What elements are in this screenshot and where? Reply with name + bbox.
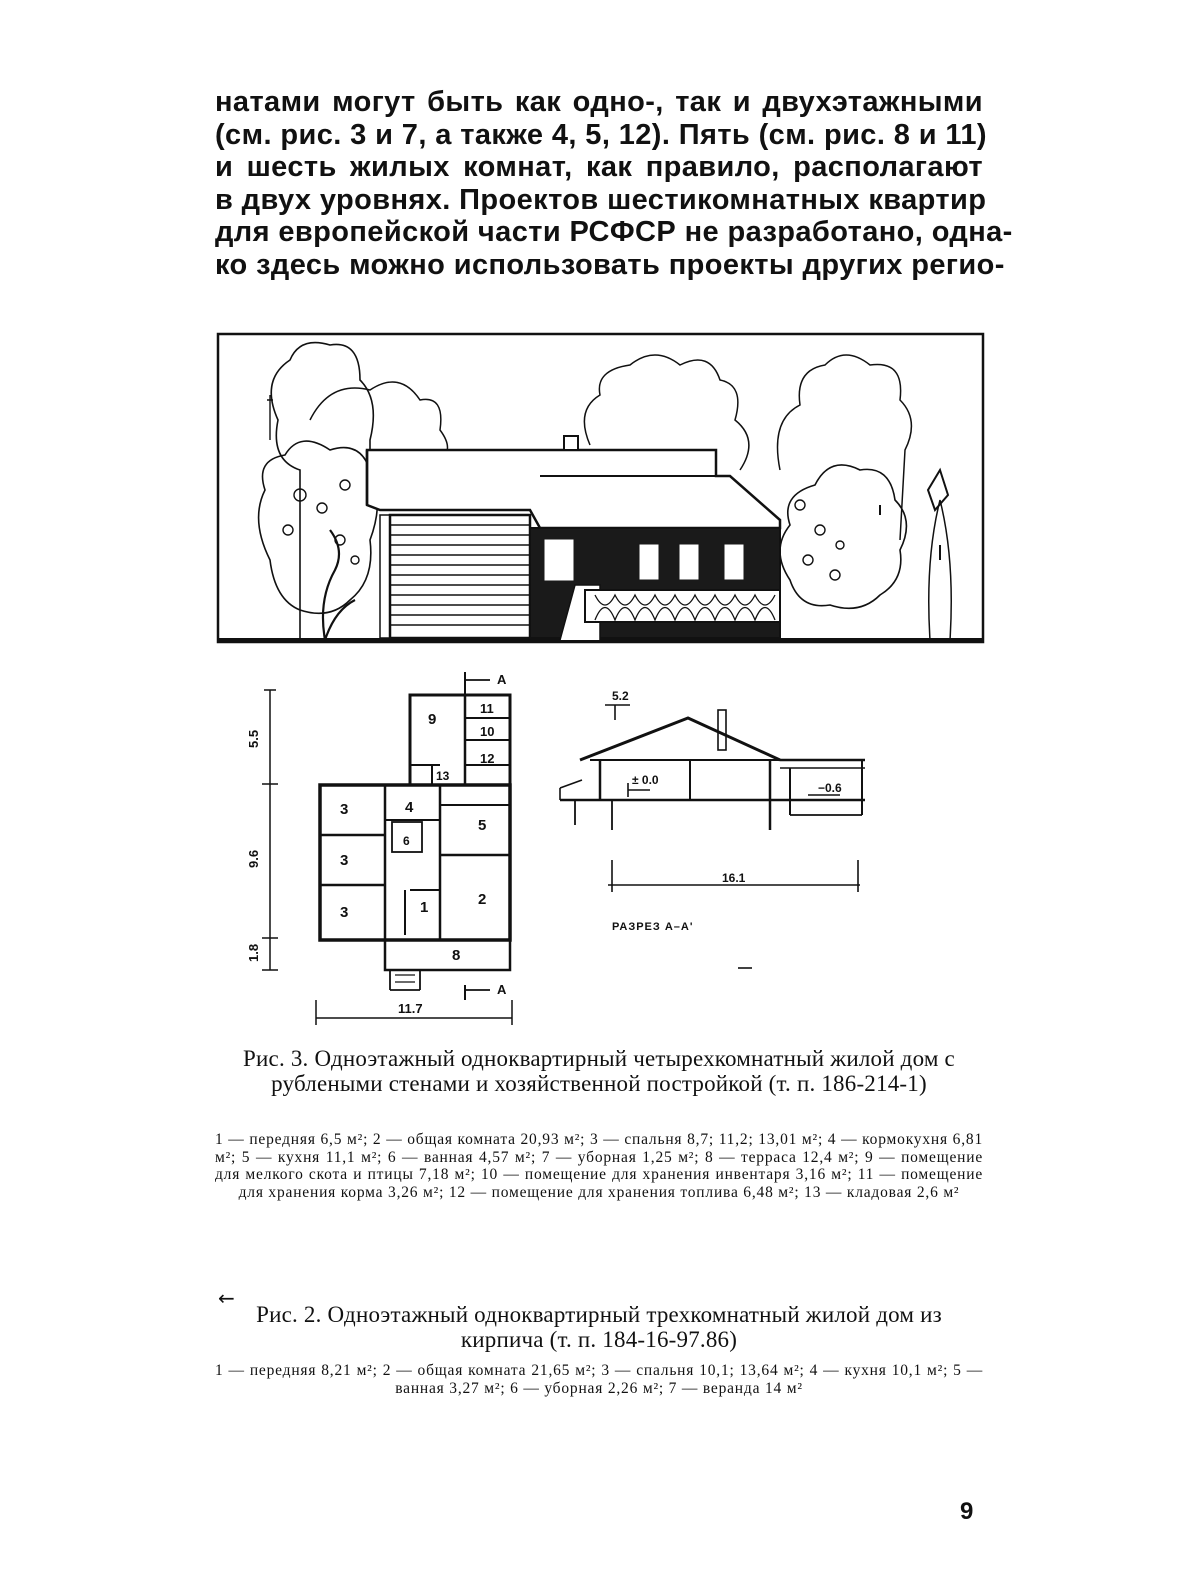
room-label: 8 [452, 947, 461, 964]
dim-top: 5.5 [246, 729, 261, 748]
room-label: 4 [405, 799, 414, 816]
room-label: 2 [478, 891, 487, 908]
section-marker-top: А [497, 672, 507, 687]
level-top: 5.2 [612, 689, 629, 703]
room-label: 6 [403, 834, 410, 848]
text-line: натами могут быть как одно-, так и двухэтажными [215, 86, 983, 118]
text-line: ко здесь можно использовать проекты других регио- [215, 248, 1005, 281]
back-arrow-icon: ← [218, 1286, 235, 1310]
room-label: 12 [480, 751, 495, 766]
text-line: для европейской части РСФСР не разработано, одна- [215, 216, 1013, 248]
dim-width: 11.7 [398, 1001, 423, 1016]
room-label: 5 [478, 817, 487, 834]
section-marker-bottom: А [497, 982, 507, 997]
floor-plan [262, 672, 512, 1025]
room-label: 10 [480, 724, 495, 739]
room-label: 3 [340, 904, 349, 921]
text-line: в двух уровнях. Проектов шестикомнатных квартир [215, 183, 987, 216]
section-width: 16.1 [722, 871, 746, 885]
room-label: 3 [340, 801, 349, 818]
figure-3-caption: Рис. 3. Одноэтажный одноквартирный четырехкомнатный жилой дом с рублеными стенами и хозяйственной постройкой (т. п. 186-214-1) [243, 1046, 955, 1096]
house-elevation [218, 334, 983, 642]
plan-labels [246, 672, 507, 1016]
text-line: (см. рис. 3 и 7, а также 4, 5, 12). Пять (см. рис. 8 и 11) [215, 118, 987, 151]
level-negative: −0.6 [818, 781, 842, 795]
section-drawing [560, 705, 865, 968]
level-zero: ± 0.0 [632, 773, 659, 787]
dim-middle: 9.6 [246, 849, 261, 868]
room-label: 1 [420, 899, 429, 916]
figure-2-legend: 1 — передняя 8,21 м²; 2 — общая комната 21,65 м²; 3 — спальня 10,1; 13,64 м²; 4 — кухня 10,1 м²; 5 — ванная 3,27 м²; 6 — уборная 2,26 м²; 7 — веранда 14 м² [215, 1362, 983, 1397]
text-line: и шесть жилых комнат, как правило, располагают [215, 151, 983, 183]
room-label: 3 [340, 852, 349, 869]
room-label: 9 [428, 711, 437, 728]
dim-bottom: 1.8 [246, 943, 261, 962]
figure-2-caption: Рис. 2. Одноэтажный одноквартирный трехкомнатный жилой дом из кирпича (т. п. 184-16-97.86) [256, 1302, 942, 1352]
room-label: 11 [480, 701, 494, 716]
page-number: 9 [960, 1498, 974, 1525]
room-label: 13 [436, 769, 450, 783]
figure-3-legend: 1 — передняя 6,5 м²; 2 — общая комната 20,93 м²; 3 — спальня 8,7; 11,2; 13,01 м²; 4 — кормокухня 6,81 м²; 5 — кухня 11,1 м²; 6 — ванная 4,57 м²; 7 — уборная 1,25 м²; 8 — терраса 12,4 м²; 9 — помещение для мелкого скота и птицы 7,18 м²; 10 — помещение для хранения инвентаря 3,16 м²; 11 — помещение для хранения корма 3,26 м²; 12 — помещение для хранения топлива 6,48 м²; 13 — кладовая 2,6 м² [215, 1131, 983, 1201]
section-title: РАЗРЕЗ А–А' [612, 921, 694, 933]
section-labels [612, 689, 842, 933]
